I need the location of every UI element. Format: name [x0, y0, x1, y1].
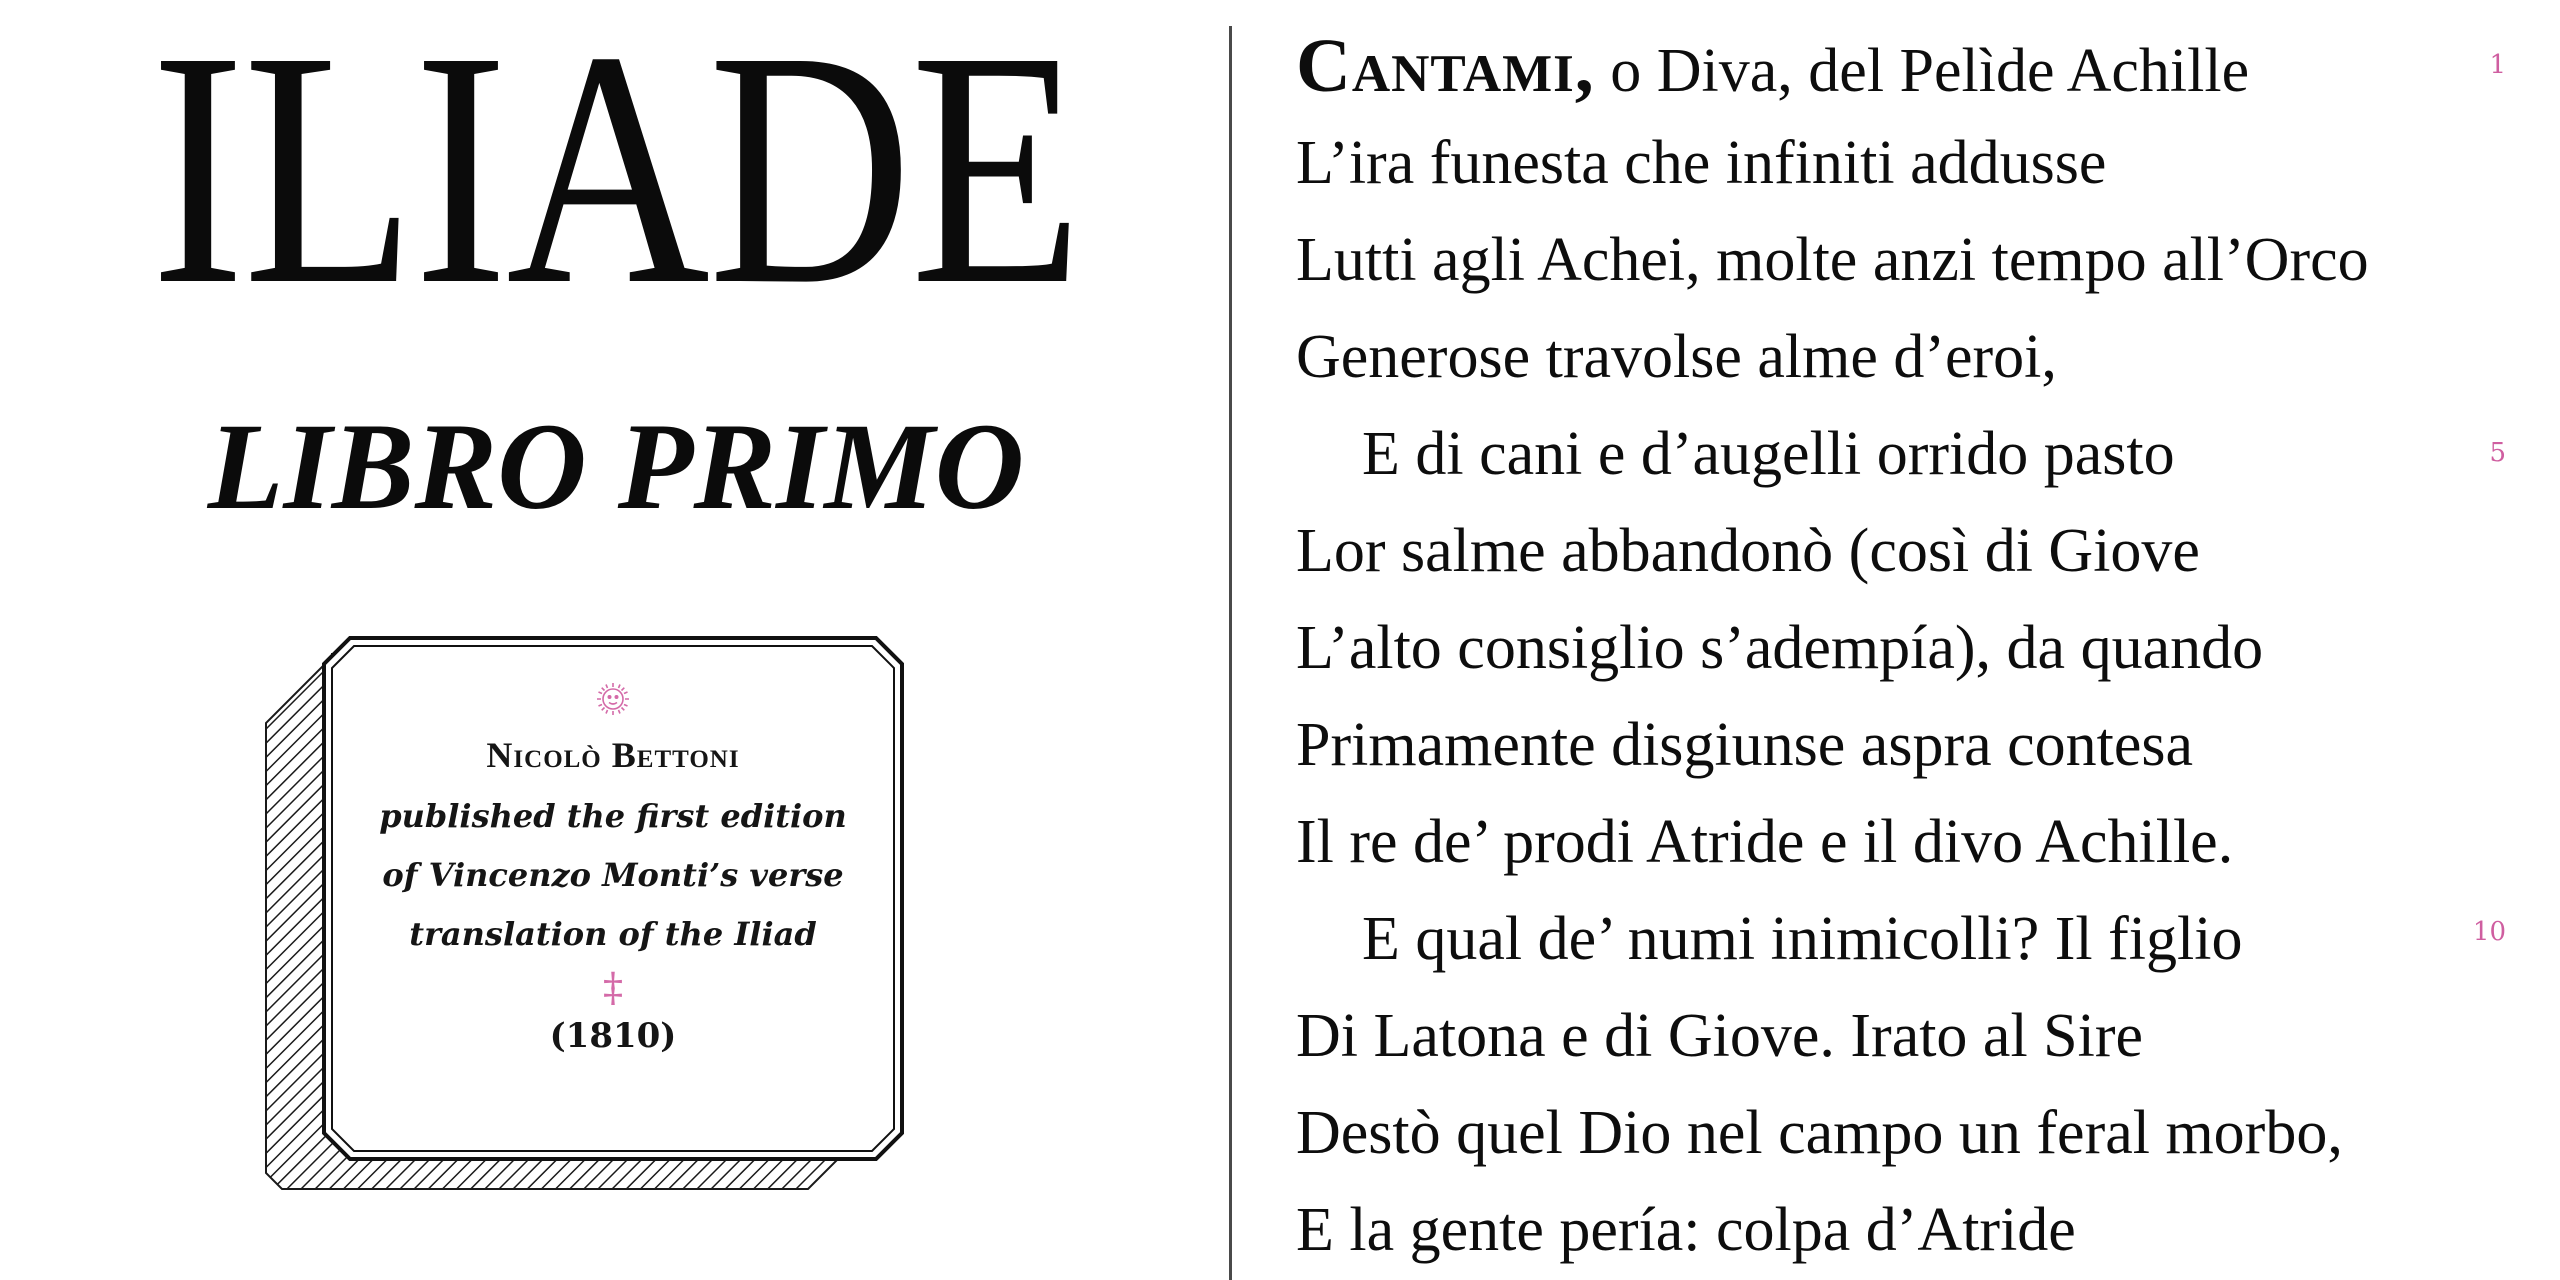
book-title: ILIADE [150, 0, 1082, 354]
left-panel [0, 0, 1232, 1280]
line-number-1: 1 [2489, 50, 2506, 80]
verse-line-1 [1296, 18, 2486, 115]
verse-line-2: L’ira funesta che infiniti addusse [1296, 129, 2107, 197]
verse-line-9: Il re de’ prodi Atride e il divo Achille. [1296, 808, 2234, 876]
poem-text [1296, 18, 2486, 1279]
description-line: translation of the Iliad [409, 915, 817, 953]
line-number-5: 5 [2489, 438, 2506, 468]
verse-line-5: E di cani e d’augelli orrido pasto [1362, 420, 2175, 488]
publisher-name: Nicolò Bettoni [486, 735, 740, 775]
description-line: of Vincenzo Monti’s verse [382, 856, 844, 894]
verse-line-7: L’alto consiglio s’adempía), da quando [1296, 614, 2264, 682]
verse-line-11: Di Latona e di Giove. Irato al Sire [1296, 1002, 2144, 1070]
card-description [332, 787, 894, 964]
verse-line-10: E qual de’ numi inimicolli? Il figlio [1362, 905, 2243, 973]
verse-line-3: Lutti agli Achei, molte anzi tempo all’Orco [1296, 226, 2369, 294]
verse-line-13: E la gente pería: colpa d’Atride [1296, 1196, 2076, 1264]
verse-line-6: Lor salme abbandonò (così di Giove [1296, 517, 2200, 585]
book-subtitle: LIBRO PRIMO [207, 398, 1025, 535]
verse-opening-word: Cantami, [1296, 24, 1595, 108]
verse-line-8: Primamente disgiunse aspra contesa [1296, 711, 2194, 779]
sun-face-seal-icon [595, 681, 631, 717]
card-content [332, 681, 894, 1161]
verse-line-4: Generose travolse alme d’eroi, [1296, 323, 2057, 391]
colophon-card [262, 633, 904, 1193]
description-line: published the first edition [379, 797, 847, 835]
dagger-ornament: ‡ [603, 965, 623, 1011]
publication-year: (1810) [549, 1016, 677, 1056]
verse-line-1-rest: o Diva, del Pelìde Achille [1594, 37, 2250, 105]
verse-line-12: Destò quel Dio nel campo un feral morbo, [1296, 1099, 2343, 1167]
column-divider [1229, 26, 1232, 1280]
line-number-10: 10 [2472, 917, 2506, 947]
